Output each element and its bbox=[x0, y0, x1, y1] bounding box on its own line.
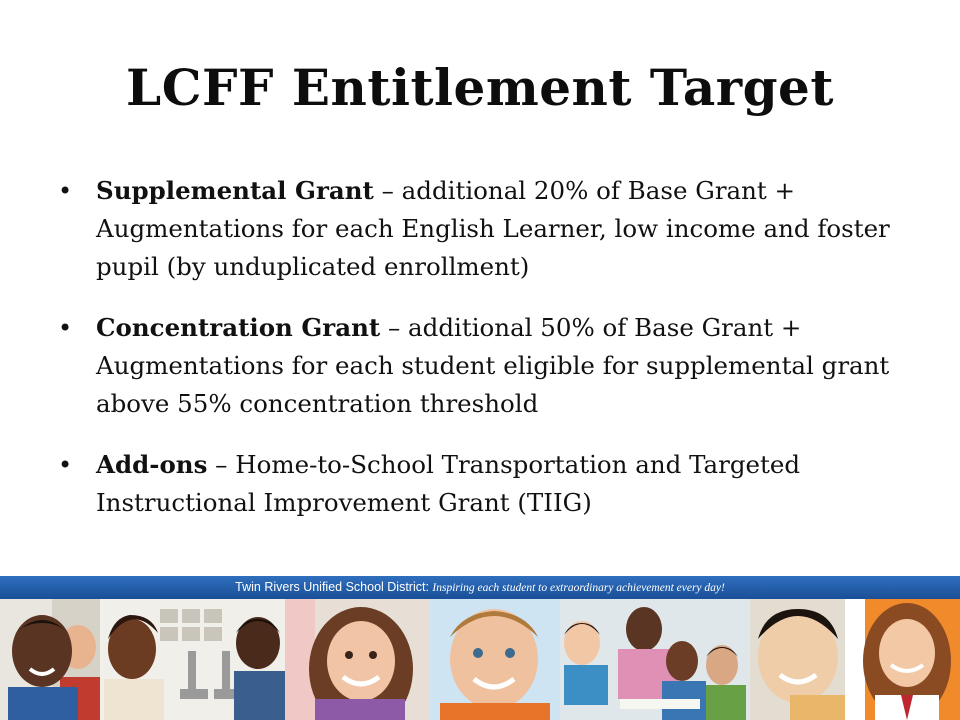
bullet-item-supplemental-grant bbox=[58, 172, 918, 286]
bullet-dot-icon: • bbox=[58, 177, 73, 205]
bullet-item-concentration-grant bbox=[58, 309, 918, 423]
photo-strip bbox=[0, 599, 960, 720]
smiling-child-photo bbox=[750, 599, 845, 720]
slide-title: LCFF Entitlement Target bbox=[126, 58, 834, 117]
bullet-term: Supplemental Grant bbox=[96, 176, 374, 205]
bullet-term: Concentration Grant bbox=[96, 313, 381, 342]
teen-girl-photo bbox=[845, 599, 960, 720]
bullet-text: – additional 50% of Base Grant + Augmentations for each student eligible for supplemental grant above 55% concentration threshold bbox=[96, 313, 890, 418]
bullet-text: – Home-to-School Transportation and Targeted Instructional Improvement Grant (TIIG) bbox=[96, 450, 801, 517]
young-boy-photo bbox=[430, 599, 560, 720]
smiling-boy-photo bbox=[0, 599, 100, 720]
district-name: Twin Rivers Unified School District: bbox=[235, 580, 433, 594]
bullet-dot-icon: • bbox=[58, 451, 73, 479]
district-banner bbox=[0, 576, 960, 599]
bullet-dot-icon: • bbox=[58, 314, 73, 342]
bullet-text: – additional 20% of Base Grant + Augmentations for each English Learner, low income and foster pupil (by unduplicated enrollment) bbox=[96, 176, 890, 281]
bullet-term: Add-ons bbox=[96, 450, 208, 479]
bullet-item-add-ons bbox=[58, 446, 918, 522]
bullet-list bbox=[58, 172, 918, 545]
smiling-girl-photo bbox=[285, 599, 430, 720]
microscope-students-photo bbox=[100, 599, 285, 720]
district-tagline: Inspiring each student to extraordinary achievement every day! bbox=[432, 582, 725, 594]
classroom-group-photo bbox=[560, 599, 750, 720]
